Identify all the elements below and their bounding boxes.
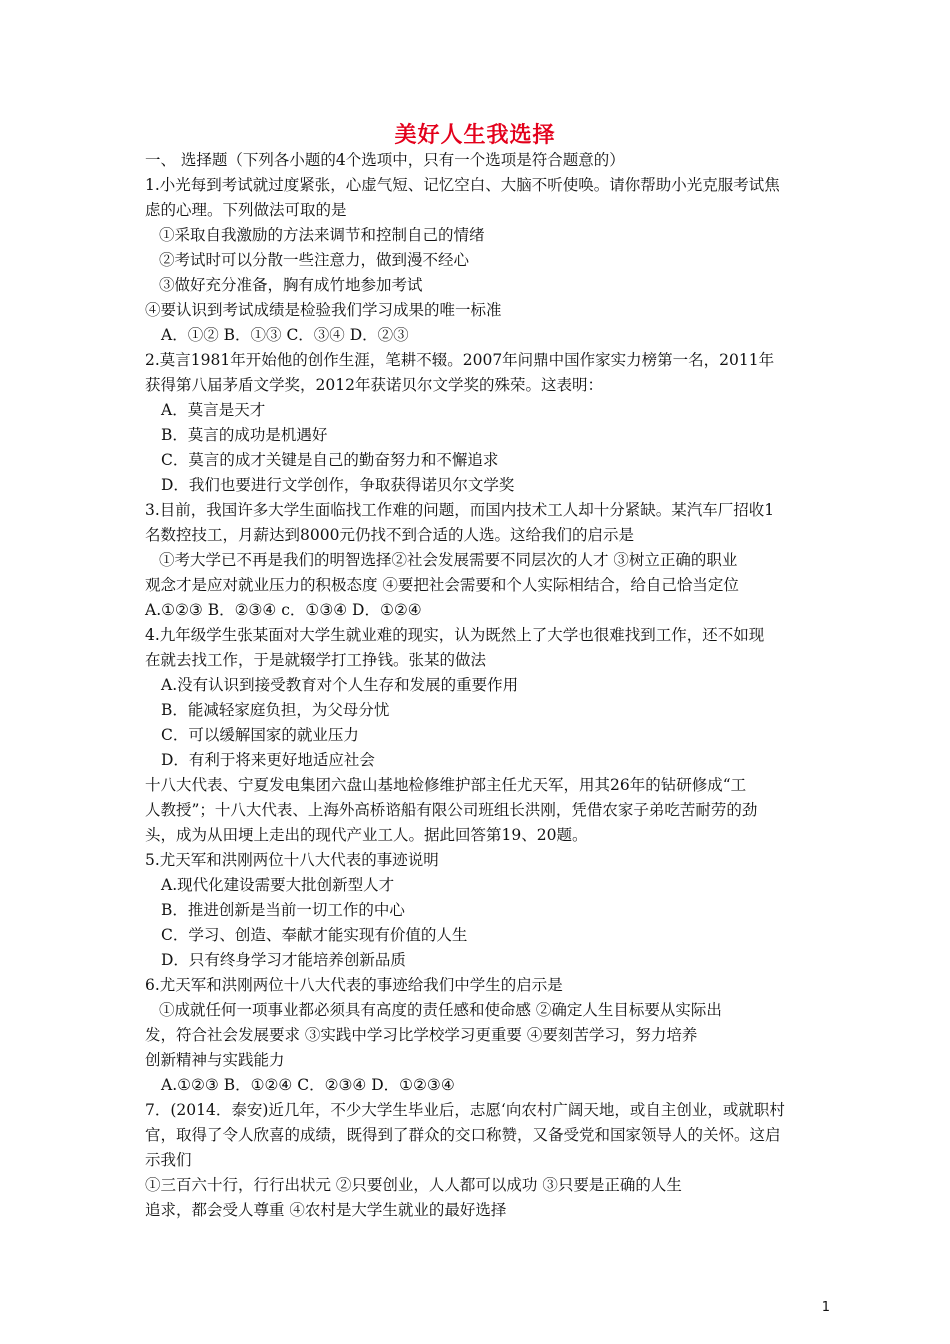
text-line: ①采取自我激励的方法来调节和控制自己的情绪 bbox=[159, 226, 485, 244]
text-line: ③做好充分准备，胸有成竹地参加考试 bbox=[159, 276, 423, 294]
text-line: 示我们 bbox=[145, 1151, 192, 1169]
text-line: 6.尤天军和洪刚两位十八大代表的事迹给我们中学生的启示是 bbox=[145, 976, 563, 994]
text-line: D．我们也要进行文学创作，争取获得诺贝尔文学奖 bbox=[161, 476, 515, 494]
text-line: ②考试时可以分散一些注意力，做到漫不经心 bbox=[159, 251, 470, 269]
text-line: ④要认识到考试成绩是检验我们学习成果的唯一标准 bbox=[145, 301, 502, 319]
text-line: 名数控技工，月薪达到8000元仍找不到合适的人选。这给我们的启示是 bbox=[145, 526, 634, 544]
text-line: 观念才是应对就业压力的积极态度 ④要把社会需要和个人实际相结合，给自己恰当定位 bbox=[145, 576, 739, 594]
text-line: 在就去找工作，于是就辍学打工挣钱。张某的做法 bbox=[145, 651, 487, 669]
page-number: 1 bbox=[821, 1300, 830, 1315]
text-line: A．莫言是天才 bbox=[161, 401, 266, 419]
text-line: ①考大学已不再是我们的明智选择②社会发展需要不同层次的人才 ③树立正确的职业 bbox=[159, 551, 738, 569]
text-line: 1.小光每到考试就过度紧张，心虚气短、记忆空白、大脑不听使唤。请你帮助小光克服考试焦 bbox=[145, 176, 780, 194]
text-line: A.①②③ B．①②④ C．②③④ D．①②③④ bbox=[161, 1076, 455, 1094]
text-line: 官，取得了令人欣喜的成绩，既得到了群众的交口称赞，又备受党和国家领导人的关怀。这启 bbox=[145, 1126, 781, 1144]
text-line: A．①② B．①③ C．③④ D．②③ bbox=[161, 326, 409, 344]
text-line: 获得第八届茅盾文学奖，2012年获诺贝尔文学奖的殊荣。这表明： bbox=[145, 376, 603, 394]
text-line: 5.尤天军和洪刚两位十八大代表的事迹说明 bbox=[145, 851, 439, 869]
text-line: C．莫言的成才关键是自己的勤奋努力和不懈追求 bbox=[161, 451, 499, 469]
document-title: 美好人生我选择 bbox=[394, 123, 556, 148]
text-line: 7．(2014．泰安)近几年，不少大学生毕业后，志愿‘向农村广阔天地，或自主创业，或就职村 bbox=[145, 1101, 785, 1119]
text-line: D．只有终身学习才能培养创新品质 bbox=[161, 951, 406, 969]
text-line: A.没有认识到接受教育对个人生存和发展的重要作用 bbox=[161, 676, 519, 694]
text-line: A.现代化建设需要大批创新型人才 bbox=[161, 876, 395, 894]
text-line: 发，符合社会发展要求 ③实践中学习比学校学习更重要 ④要刻苦学习，努力培养 bbox=[145, 1026, 698, 1044]
text-line: ①三百六十行，行行出状元 ②只要创业，人人都可以成功 ③只要是正确的人生 bbox=[145, 1176, 682, 1194]
text-line: B．能减轻家庭负担，为父母分忧 bbox=[161, 701, 390, 719]
text-line: 人教授”；十八大代表、上海外高桥谘船有限公司班组长洪刚，凭借农家子弟吃苦耐劳的劲 bbox=[145, 801, 758, 819]
text-line: A.①②③ B．②③④ c．①③④ D．①②④ bbox=[145, 601, 422, 619]
text-line: B．推进创新是当前一切工作的中心 bbox=[161, 901, 405, 919]
text-line: 十八大代表、宁夏发电集团六盘山基地检修维护部主任尤天军，用其26年的钻研修成“工 bbox=[145, 776, 747, 794]
text-line: C．学习、创造、奉献才能实现有价值的人生 bbox=[161, 926, 468, 944]
text-line: 4.九年级学生张某面对大学生就业难的现实，认为既然上了大学也很难找到工作，还不如现 bbox=[145, 626, 765, 644]
text-line: C．可以缓解国家的就业压力 bbox=[161, 726, 359, 744]
text-line: ①成就任何一项事业都必须具有高度的责任感和使命感 ②确定人生目标要从实际出 bbox=[159, 1001, 722, 1019]
text-line: B．莫言的成功是机遇好 bbox=[161, 426, 328, 444]
text-line: 创新精神与实践能力 bbox=[145, 1051, 285, 1069]
text-line: 虑的心理。下列做法可取的是 bbox=[145, 201, 347, 219]
text-line: D．有利于将来更好地适应社会 bbox=[161, 751, 375, 769]
text-line: 3.目前，我国许多大学生面临找工作难的问题，而国内技术工人却十分紧缺。某汽车厂招收1 bbox=[145, 501, 775, 519]
text-line: 头，成为从田埂上走出的现代产业工人。据此回答第19、20题。 bbox=[145, 826, 588, 844]
document-body bbox=[145, 148, 813, 1223]
text-line: 一、 选择题（下列各小题的4个选项中，只有一个选项是符合题意的） bbox=[145, 151, 625, 169]
text-line: 追求，都会受人尊重 ④农村是大学生就业的最好选择 bbox=[145, 1201, 507, 1219]
text-line: 2.莫言1981年开始他的创作生涯，笔耕不辍。2007年问鼎中国作家实力榜第一名，2011年 bbox=[145, 351, 775, 369]
